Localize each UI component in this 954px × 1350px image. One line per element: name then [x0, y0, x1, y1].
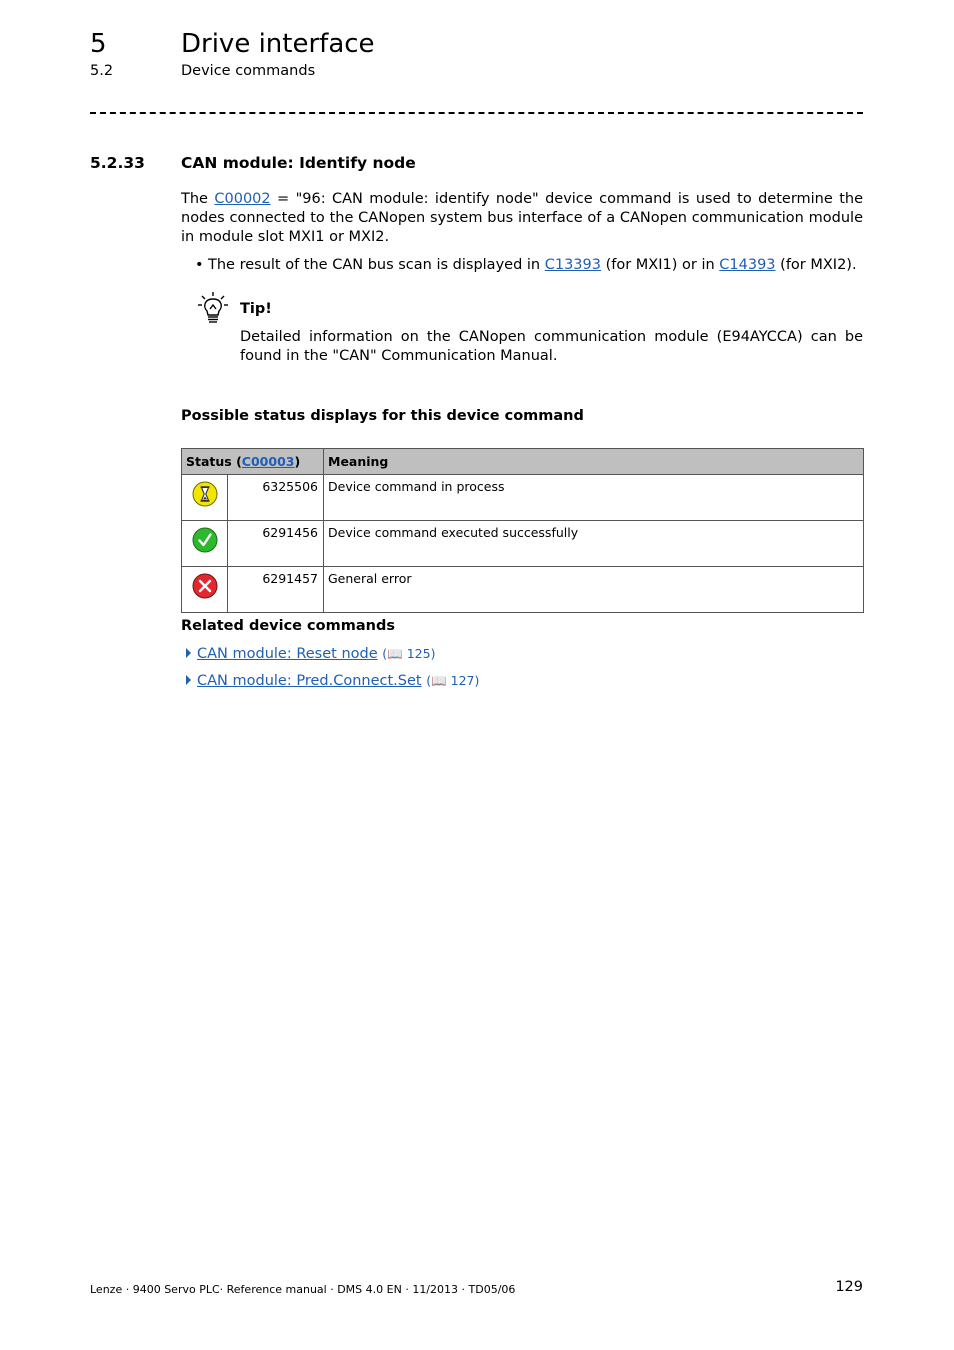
check-icon — [192, 527, 218, 553]
status-table — [181, 448, 864, 613]
subchapter-title: Device commands — [181, 63, 316, 79]
table-row — [182, 567, 864, 613]
section-title: CAN module: Identify node — [181, 154, 416, 172]
status-header-prefix: Status ( — [186, 454, 242, 469]
c14393-link[interactable]: C14393 — [719, 257, 776, 273]
status-icon-cell — [182, 567, 228, 613]
intro-text-before: The — [181, 191, 215, 207]
section-number: 5.2.33 — [90, 154, 145, 172]
subchapter-number: 5.2 — [90, 63, 114, 79]
related-item — [186, 646, 435, 662]
page-reference — [426, 673, 479, 688]
status-code: 6325506 — [228, 475, 324, 521]
status-icon-cell — [182, 521, 228, 567]
error-icon — [192, 573, 218, 599]
status-icon-cell — [182, 475, 228, 521]
status-meaning: General error — [324, 567, 864, 613]
table-row — [182, 521, 864, 567]
tip-label: Tip! — [240, 301, 272, 317]
status-heading: Possible status displays for this device command — [181, 408, 584, 424]
page-ref-open: ( — [382, 646, 388, 661]
intro-paragraph — [181, 190, 863, 247]
page-ref-close: ) — [430, 646, 436, 661]
status-column-header — [182, 449, 324, 475]
c00003-link[interactable]: C00003 — [241, 454, 295, 469]
intro-text-after: = "96: CAN module: identify node" device command is used to determine the nodes connected to the CANopen system bus interface of a CANopen communication module in module slot MXI1 or MXI2. — [181, 191, 863, 245]
related-link-reset-node[interactable]: CAN module: Reset node — [197, 646, 378, 662]
table-row — [182, 475, 864, 521]
hourglass-icon — [192, 481, 218, 507]
arrow-right-icon — [186, 675, 191, 685]
related-item — [186, 673, 479, 689]
status-table-header — [182, 449, 864, 475]
related-heading: Related device commands — [181, 618, 395, 634]
page-ref-number: 125 — [406, 646, 431, 661]
tip-text: Detailed information on the CANopen communication module (E94AYCCA) can be found in the "CAN" Communication Manual. — [240, 329, 863, 364]
status-meaning: Device command executed successfully — [324, 521, 864, 567]
meaning-column-header: Meaning — [324, 449, 864, 475]
arrow-right-icon — [186, 648, 191, 658]
footer-text: Lenze · 9400 Servo PLC· Reference manual · DMS 4.0 EN · 11/2013 · TD05/06 — [90, 1283, 516, 1296]
chapter-number: 5 — [90, 29, 107, 59]
page-ref-close: ) — [474, 673, 480, 688]
book-icon: 📖 — [387, 646, 403, 661]
status-header-suffix: ) — [294, 454, 301, 469]
status-meaning: Device command in process — [324, 475, 864, 521]
book-icon: 📖 — [431, 673, 447, 688]
page-reference — [382, 646, 435, 661]
c00002-link[interactable]: C00002 — [214, 191, 271, 207]
status-code: 6291456 — [228, 521, 324, 567]
page-number: 129 — [835, 1279, 863, 1295]
status-code: 6291457 — [228, 567, 324, 613]
related-link-pred-connect-set[interactable]: CAN module: Pred.Connect.Set — [197, 673, 422, 689]
bullet-text-1: The result of the CAN bus scan is displayed in — [208, 257, 545, 273]
bullet-text — [208, 256, 857, 275]
page-ref-open: ( — [426, 673, 432, 688]
chapter-title: Drive interface — [181, 29, 375, 59]
bullet-text-2: (for MXI1) or in — [600, 257, 720, 273]
page-ref-number: 127 — [450, 673, 475, 688]
lightbulb-icon — [196, 291, 230, 325]
header-divider — [90, 112, 863, 114]
bullet-marker: • — [195, 257, 204, 273]
bullet-text-3: (for MXI2). — [775, 257, 857, 273]
c13393-link[interactable]: C13393 — [544, 257, 601, 273]
